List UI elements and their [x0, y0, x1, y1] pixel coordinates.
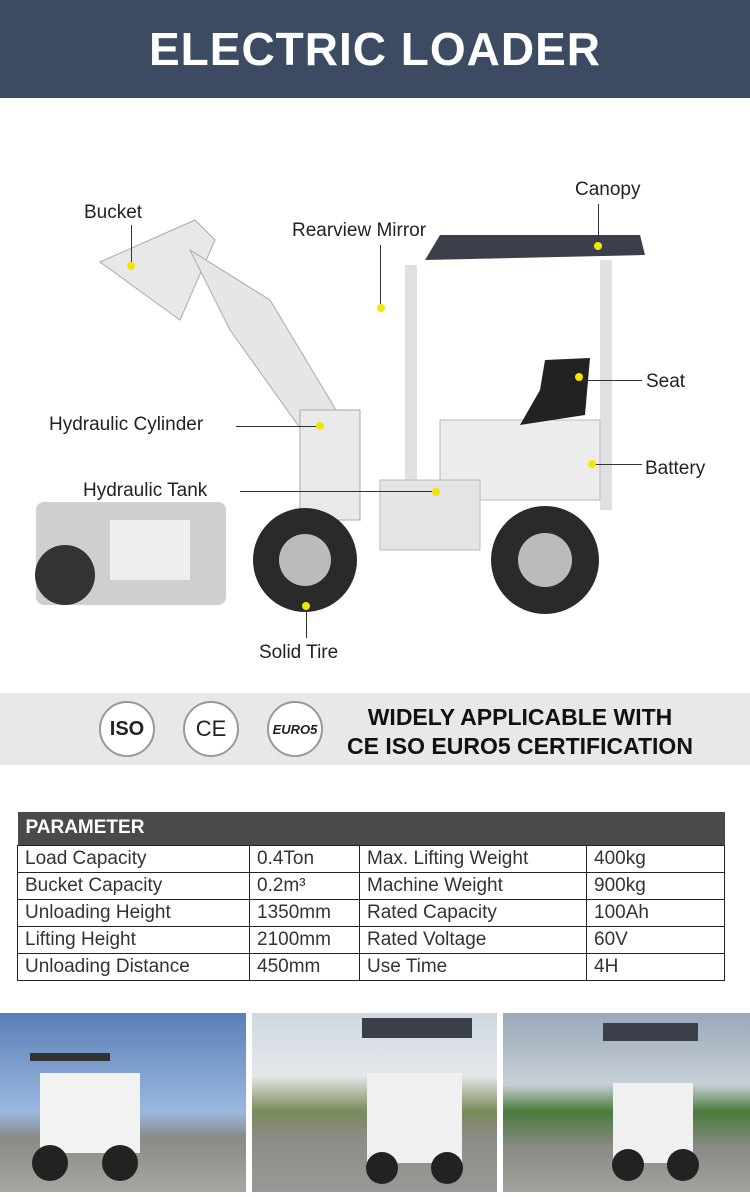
label-battery: Battery: [645, 458, 706, 479]
param-label: Max. Lifting Weight: [360, 845, 587, 872]
iso-logo: ISO: [99, 701, 155, 757]
param-label: Machine Weight: [360, 872, 587, 899]
marker-dot: [588, 460, 596, 468]
param-value: 400kg: [587, 845, 725, 872]
label-hydraulic-cylinder: Hydraulic Cylinder: [49, 414, 204, 435]
param-value: 1350mm: [250, 899, 360, 926]
leader-line: [580, 380, 642, 381]
page-title: ELECTRIC LOADER: [149, 23, 601, 75]
product-photo-3: [503, 1013, 750, 1192]
leader-line: [592, 464, 642, 465]
header-banner: [0, 0, 750, 98]
leader-line: [380, 245, 381, 305]
cert-line-2: CE ISO EURO5 CERTIFICATION: [347, 733, 693, 759]
certification-text: [340, 703, 700, 761]
param-value: 100Ah: [587, 899, 725, 926]
param-value: 60V: [587, 926, 725, 953]
param-label: Use Time: [360, 953, 587, 980]
param-value: 0.4Ton: [250, 845, 360, 872]
param-value: 450mm: [250, 953, 360, 980]
certification-band: [0, 693, 750, 765]
label-bucket: Bucket: [84, 202, 143, 223]
marker-dot: [377, 304, 385, 312]
marker-dot: [316, 422, 324, 430]
parameter-table: [17, 812, 725, 981]
marker-dot: [302, 602, 310, 610]
table-title: PARAMETER: [18, 812, 725, 845]
marker-dot: [432, 488, 440, 496]
marker-dot: [127, 262, 135, 270]
param-label: Unloading Distance: [18, 953, 250, 980]
table-row: [18, 872, 725, 899]
param-value: 900kg: [587, 872, 725, 899]
leader-line: [131, 225, 132, 265]
label-solid-tire: Solid Tire: [259, 642, 339, 663]
ce-logo: CE: [183, 701, 239, 757]
label-rearview-mirror: Rearview Mirror: [292, 220, 427, 241]
param-value: 2100mm: [250, 926, 360, 953]
product-photo-1: [0, 1013, 246, 1192]
loader-illustration: [0, 180, 750, 630]
param-label: Load Capacity: [18, 845, 250, 872]
param-label: Rated Capacity: [360, 899, 587, 926]
product-photo-2: [252, 1013, 497, 1192]
param-label: Lifting Height: [18, 926, 250, 953]
leader-line: [240, 491, 435, 492]
leader-line: [306, 606, 307, 638]
table-row: [18, 926, 725, 953]
euro5-logo: EURO5: [267, 701, 323, 757]
label-seat: Seat: [646, 371, 686, 392]
cert-line-1: WIDELY APPLICABLE WITH: [367, 704, 673, 730]
table-row: [18, 953, 725, 980]
param-label: Bucket Capacity: [18, 872, 250, 899]
marker-dot: [594, 242, 602, 250]
label-hydraulic-tank: Hydraulic Tank: [83, 480, 208, 501]
label-canopy: Canopy: [575, 179, 641, 200]
param-value: 4H: [587, 953, 725, 980]
table-row: [18, 845, 725, 872]
param-label: Rated Voltage: [360, 926, 587, 953]
leader-line: [598, 204, 599, 244]
param-label: Unloading Height: [18, 899, 250, 926]
leader-line: [236, 426, 320, 427]
table-row: [18, 899, 725, 926]
marker-dot: [575, 373, 583, 381]
param-value: 0.2m³: [250, 872, 360, 899]
